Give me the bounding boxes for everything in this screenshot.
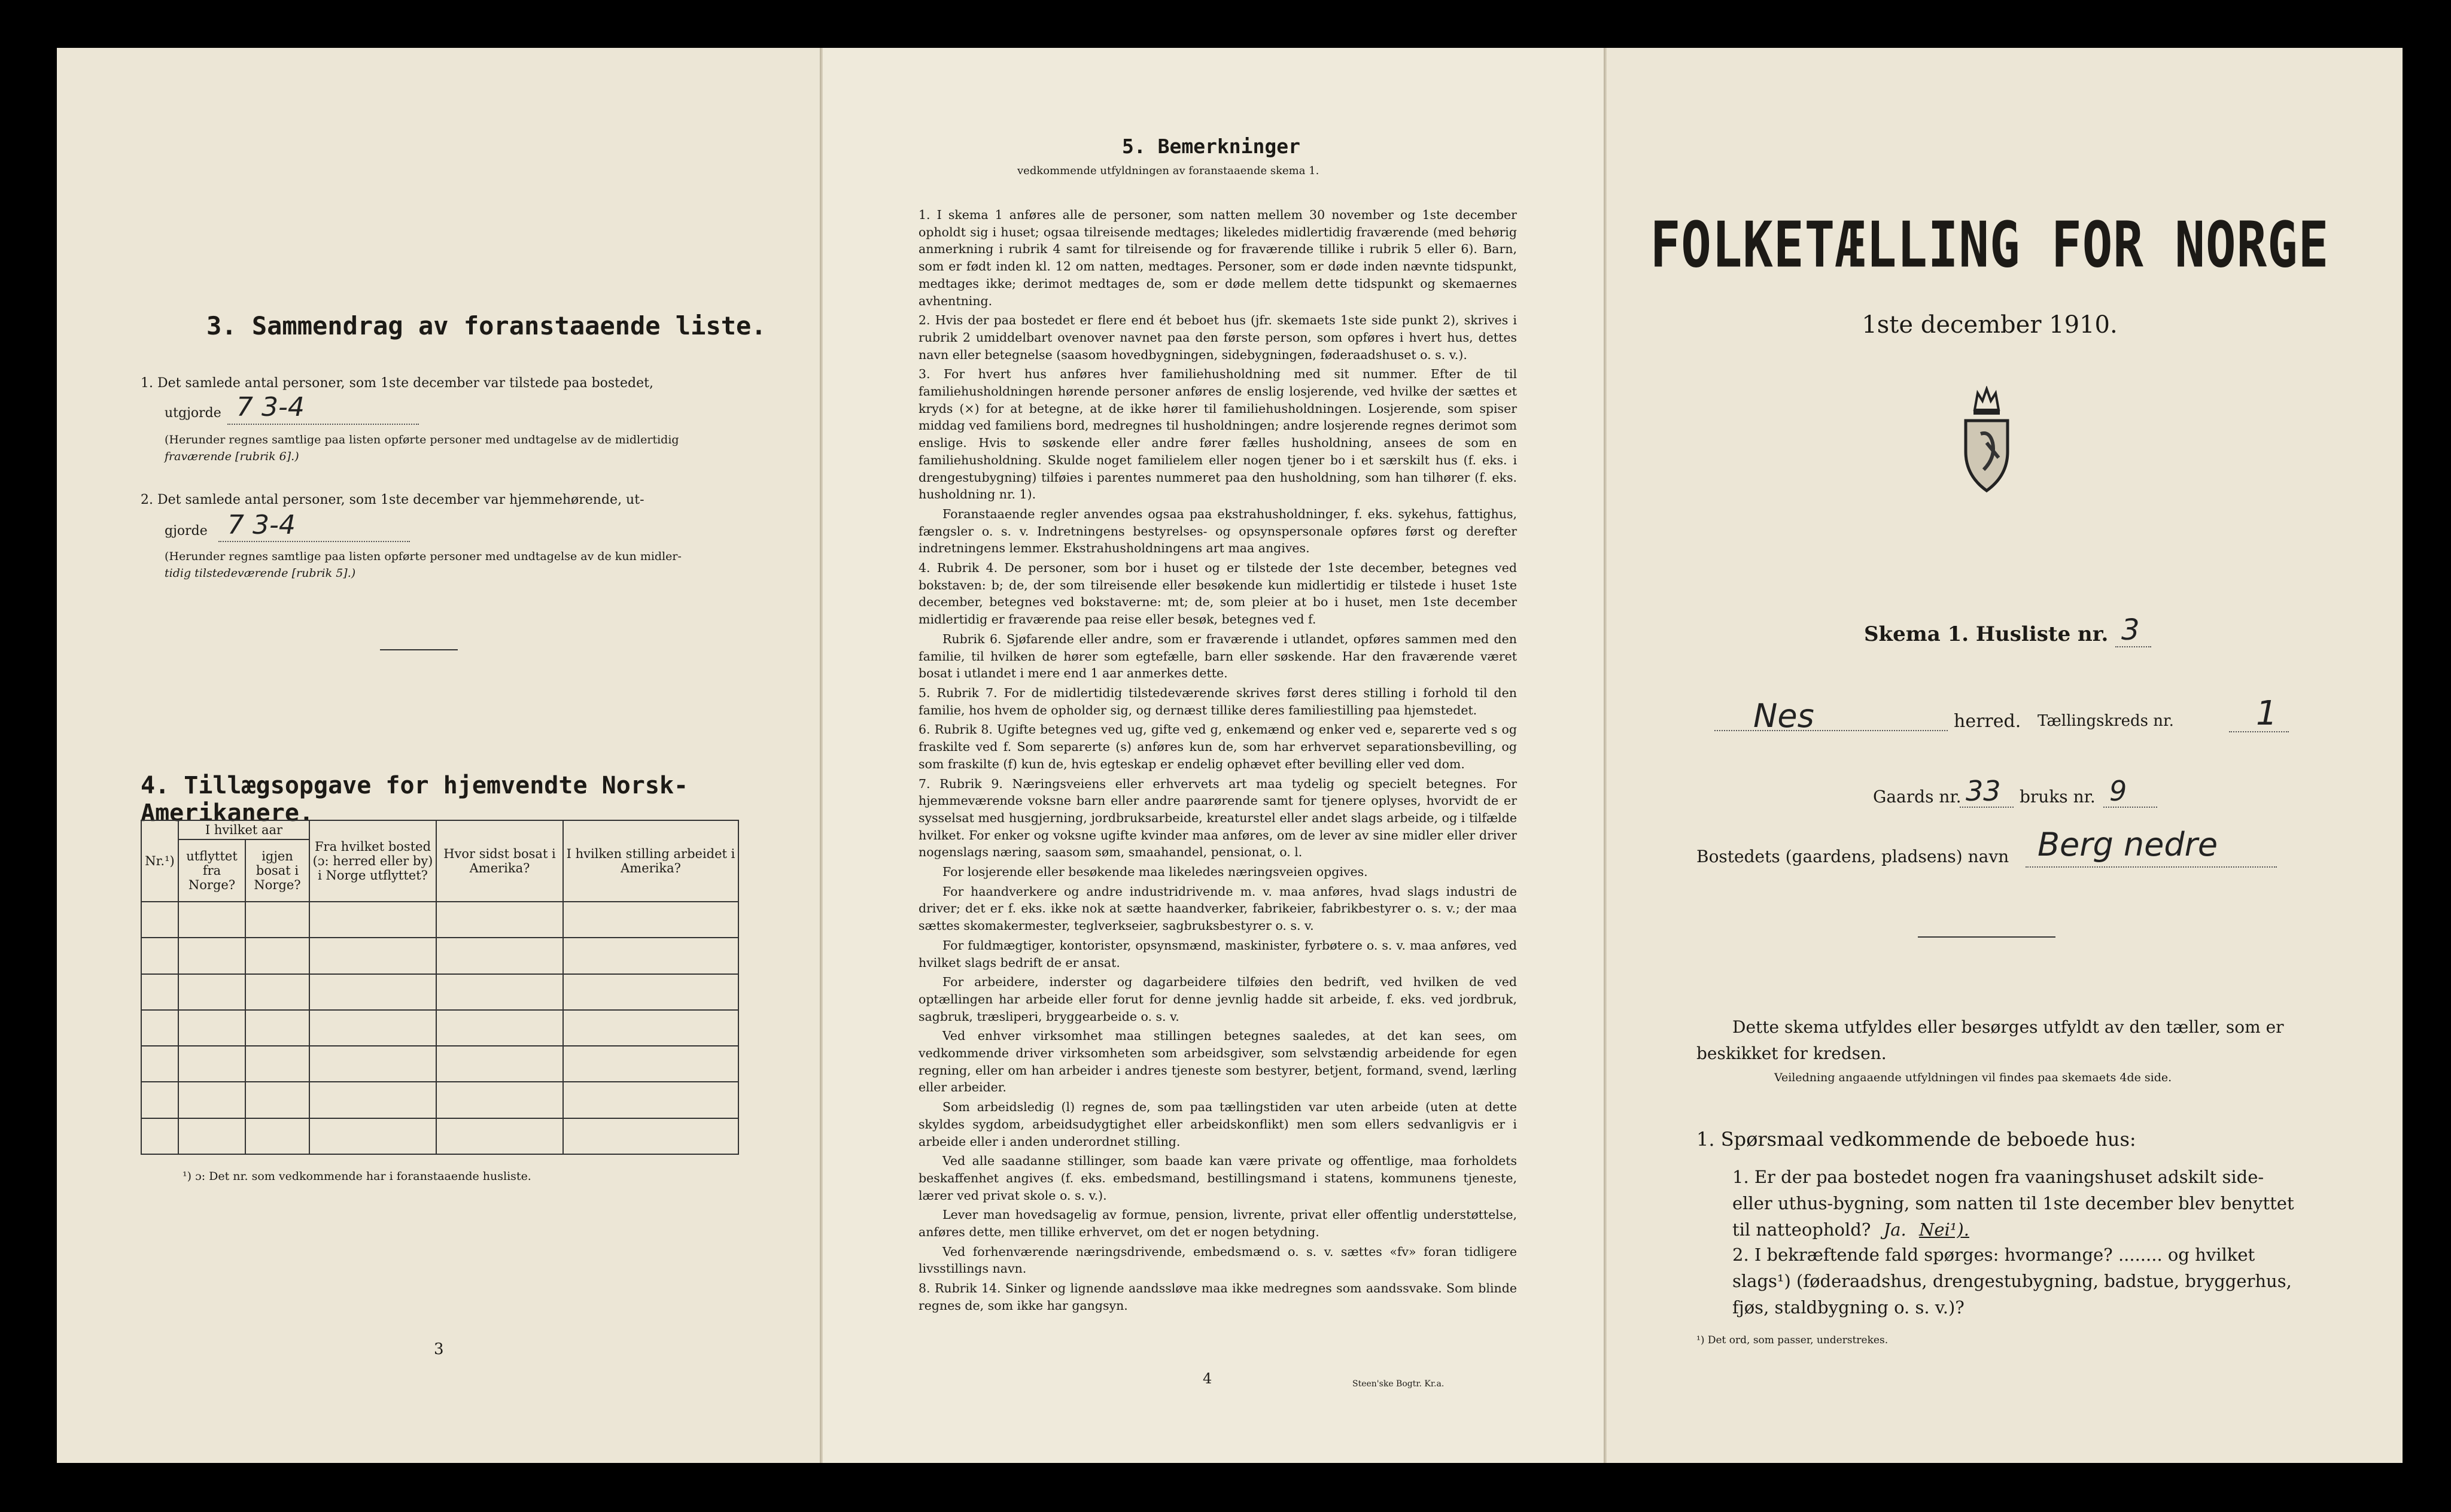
remark-7f: Ved enhver virksomhet maa stillingen betegnes saaledes, at det kan sees, om vedkommende driver virksomheten som arbeidsgiver, som selvstændig arbeidende for egen regning, eller om han arbeider i andres tjeneste som bestyrer, betjent, formand, svend, lærling eller arbeider. xyxy=(919,1029,1517,1095)
col-stilling: I hvilken stilling arbeidet i Amerika? xyxy=(563,820,738,902)
page-1-cover xyxy=(1607,48,2403,1463)
item-1-note-2: fraværende [rubrik 6].) xyxy=(165,450,299,463)
herred-value: Nes xyxy=(1753,697,1814,735)
remark-4: 4. Rubrik 4. De personer, som bor i huset og er tilstede der 1ste december, betegnes ved bokstaven: b; de, der som tilreisende eller besøkende kun midlertidig er tilstede i huset 1ste december, betegnes ved bokstaverne: mt; de, som pleier at bo i huset, men 1ste december midlertidig er fraværende paa reise eller besøk, betegnes ved f. xyxy=(919,561,1517,627)
questions-heading: 1. Spørsmaal vedkommende de beboede hus: xyxy=(1696,1128,2136,1151)
item-1-prefix: utgjorde xyxy=(165,406,221,421)
table-cell xyxy=(141,1082,178,1118)
table-cell xyxy=(141,1010,178,1046)
remark-8: 8. Rubrik 14. Sinker og lignende aandssløve maa ikke medregnes som aandssvake. Som blinde regnes de, som ikke har gangsyn. xyxy=(919,1281,1517,1313)
remark-7e: For arbeidere, inderster og dagarbeidere tilføies den bedrift, ved hvilken de ved optællingen har arbeide eller forut for denne jevnlig hadde sit arbeide, f. eks. ved jordbruk, sagbruk, træsliperi, bryggearbeide o. s. v. xyxy=(919,975,1517,1024)
col-hvor-bosat: Hvor sidst bosat i Amerika? xyxy=(436,820,563,902)
item-1-handwritten-value: 7 3-4 xyxy=(236,392,305,422)
item-2-dotted-line xyxy=(218,541,410,542)
remark-3: 3. For hvert hus anføres hver familiehusholdning med sit nummer. Efter de til familiehusholdningen hørende personer anføres de enslig losjerende, ved hvilke der sættes et kryds (×) for at betegne, at de ikke hører til familiehusholdningen. Losjerende, som spiser middag ved familiens bord, medregnes til husholdningen; andre losjerende regnes derimot som enslige. Hvis to søskende eller andre fører fælles husholdning, ansees de som en familiehusholdning. Skulde noget familielem eller nogen tjener bo i et særskilt hus (f. eks. i drengestubygning) tilføies i parentes nummeret paa den husholdning, som han tilhører (f. eks. husholdning nr. 1). xyxy=(919,367,1517,502)
intro-text: Dette skema utfyldes eller besørges utfyldt av den tæller, som er beskikket for kredsen. xyxy=(1696,1017,2284,1063)
question-1-text: 1. Er der paa bostedet nogen fra vaaningshuset adskilt side- eller uthus-bygning, som natten til 1ste december blev benyttet til natteophold? xyxy=(1732,1167,2294,1240)
remark-4b: Rubrik 6. Sjøfarende eller andre, som er fraværende i utlandet, opføres sammen med den familie, til hvilken de hører som egtefælle, barn eller søskende. Har den fraværende været bosat i utlandet i mere end 1 aar anmerkes dette. xyxy=(919,631,1517,681)
husliste-dotted-line xyxy=(2115,646,2151,647)
col-igjen-bosat: igjen bosat i Norge? xyxy=(245,839,309,902)
remark-3b: Foranstaaende regler anvendes ogsaa paa ekstrahusholdninger, f. eks. sykehus, fattighus, fængsler o. s. v. Indretningens bestyrelses- og opsynspersonale opføres først og derefter indretningens lemmer. Ekstrahusholdningens art maa angives. xyxy=(919,506,1517,556)
item-1-text: 1. Det samlede antal personer, som 1ste december var tilstede paa bostedet, xyxy=(141,376,653,391)
bruks-dotted-line xyxy=(2103,807,2157,808)
page-number: 3 xyxy=(434,1340,444,1358)
herred-label: herred. xyxy=(1954,711,2021,732)
item-2-handwritten-value: 7 3-4 xyxy=(227,510,296,540)
section-4-title: 4. Tillægsopgave for hjemvendte Norsk-Amerikanere. xyxy=(141,772,689,827)
remark-7j: Ved forhenværende næringsdrivende, embedsmænd o. s. v. sættes «fv» foran tidligere livsstillings navn. xyxy=(919,1244,1517,1276)
remark-1: 1. I skema 1 anføres alle de personer, som natten mellem 30 november og 1ste december opholdt sig i huset; ogsaa tilreisende medtages; likeledes midlertidig fraværende (med behørig anmerkning i rubrik 4 samt for tilreisende og for fraværende tillike i rubrik 5 eller 6). Barn, som er født inden kl. 12 om natten, medtages. Personer, som er døde inden nævnte tidspunkt, medtages ikke; derimot medtages de, som er døde mellem dette tidspunkt og skemaernes avhentning. xyxy=(919,208,1517,308)
bosted-value: Berg nedre xyxy=(2038,826,2218,863)
census-date: 1ste december 1910. xyxy=(1862,311,2118,339)
item-2-note-2: tidig tilstedeværende [rubrik 5].) xyxy=(165,567,356,580)
bosted-dotted-line xyxy=(2026,866,2277,868)
remark-7: 7. Rubrik 9. Næringsveiens eller erhvervets art maa tydelig og specielt betegnes. For hjemmeværende voksne barn eller andre paarørende samt for tjenere oplyses, hvorvidt de er sysselsat med husgjerning, jordbruksarbeide, kreaturstel eller andet slags arbeide, og i tilfælde hvilket. For enker og voksne ugifte kvinder maa anføres, om de lever av sine midler eller driver nogenslags næring, saasom søm, smaahandel, pensionat, o. l. xyxy=(919,776,1517,860)
item-2-prefix: gjorde xyxy=(165,524,208,539)
intro-guidance: Veiledning angaaende utfyldningen vil findes paa skemaets 4de side. xyxy=(1774,1071,2172,1084)
remark-7b: For losjerende eller besøkende maa likeledes næringsveien opgives. xyxy=(942,865,1368,880)
remark-2: 2. Hvis der paa bostedet er flere end ét beboet hus (jfr. skemaets 1ste side punkt 2), skrives i rubrik 2 umiddelbart ovenover navnet paa den første person, som opføres i hvert hus, dettes navn eller betegnelse (saasom hovedbygningen, sidebygningen, føderaadshuset o. s. v.). xyxy=(919,313,1517,362)
bosted-label: Bostedets (gaardens, pladsens) navn xyxy=(1696,847,2009,866)
item-2-note-1: (Herunder regnes samtlige paa listen opførte personer med undtagelse av de kun midler- xyxy=(165,550,682,563)
col-utflyttet: utflyttet fra Norge? xyxy=(178,839,245,902)
remarks-list xyxy=(919,206,1517,1317)
tellingskreds-dotted-line xyxy=(2229,731,2289,732)
bruks-label: bruks nr. xyxy=(2020,787,2096,807)
gaards-dotted-line xyxy=(1960,807,2014,808)
question-1-ja: Ja. xyxy=(1883,1219,1906,1240)
remark-7h: Ved alle saadanne stillinger, som baade kan være private og offentlige, maa forholdets beskaffenhet angives (f. eks. embedsmand, bestillingsmand i statens, kommunens tjeneste, lærer ved privat skole o. s. v.). xyxy=(919,1154,1517,1203)
remark-5: 5. Rubrik 7. For de midlertidig tilstedeværende skrives først deres stilling i forhold til den familie, hos hvem de opholder sig, og dernæst tillike deres familiestilling paa hjemstedet. xyxy=(919,685,1517,717)
table-cell xyxy=(141,902,178,938)
col-nr: Nr.¹) xyxy=(141,820,178,902)
page-4-remarks xyxy=(823,48,1607,1463)
skema-label: Skema 1. Husliste nr. xyxy=(1864,622,2109,646)
page-number: 4 xyxy=(1203,1370,1212,1387)
gaards-value: 33 xyxy=(1966,775,2001,807)
remarks-subtitle: vedkommende utfyldningen av foranstaaende skema 1. xyxy=(1017,165,1319,177)
remarks-title: 5. Bemerkninger xyxy=(1122,135,1301,158)
item-1-dotted-line xyxy=(227,424,419,425)
page-3-summary xyxy=(57,48,823,1463)
table-footnote: ¹) ɔ: Det nr. som vedkommende har i foranstaaende husliste. xyxy=(183,1170,531,1183)
item-2-text: 2. Det samlede antal personer, som 1ste december var hjemmehørende, ut- xyxy=(141,492,644,507)
table-cell xyxy=(141,1046,178,1082)
table-cell xyxy=(141,938,178,973)
item-1-note-1: (Herunder regnes samtlige paa listen opførte personer med undtagelse av de midlertidig xyxy=(165,433,679,446)
herred-dotted-line xyxy=(1714,730,1948,731)
table-cell xyxy=(141,974,178,1010)
gaards-label: Gaards nr. xyxy=(1873,787,1962,807)
section-3-title: 3. Sammendrag av foranstaaende liste. xyxy=(206,311,767,340)
remark-7d: For fuldmægtiger, kontorister, opsynsmænd, maskinister, fyrbøtere o. s. v. maa anføres, ved hvilket slags bedrift de er ansat. xyxy=(919,938,1517,970)
table-cell xyxy=(141,1118,178,1154)
remark-7c: For haandverkere og andre industridrivende m. v. maa anføres, hvad slags industri de driver; det er f. eks. ikke nok at sætte haandverker, fabrikeier, fabrikbestyrer o. s. v.; der maa sættes skomakermester, teglverkseier, sagbruksbestyrer o. s. v. xyxy=(919,884,1517,933)
col-hvilket-aar: I hvilket aar xyxy=(178,820,309,839)
norwegian-coat-of-arms-icon xyxy=(1957,386,2017,494)
divider xyxy=(380,649,458,650)
remark-7g: Som arbeidsledig (l) regnes de, som paa tællingstiden var uten arbeide (uten at dette skyldes sygdom, arbeidsudygtighet eller arbeidskonflikt) men som ellers sedvanligvis er i arbeide eller i anden underordnet stilling. xyxy=(919,1100,1517,1149)
bruks-value: 9 xyxy=(2109,775,2127,807)
cover-footnote: ¹) Det ord, som passer, understrekes. xyxy=(1696,1334,1889,1346)
norsk-amerikanere-table xyxy=(141,820,739,1155)
printer-imprint: Steen'ske Bogtr. Kr.a. xyxy=(1352,1379,1445,1389)
tellingskreds-label: Tællingskreds nr. xyxy=(2038,712,2174,730)
question-2: 2. I bekræftende fald spørges: hvormange? ........ og hvilket slags¹) (føderaadshus, drengestubygning, badstue, bryggerhus, fjøs, staldbygning o. s. v.)? xyxy=(1732,1245,2292,1318)
remark-7i: Lever man hovedsagelig av formue, pension, livrente, privat eller offentlig understøttelse, anføres dette, men tillike erhvervet, om det er nogen betydning. xyxy=(919,1207,1517,1240)
question-1 xyxy=(1732,1164,2301,1243)
husliste-number: 3 xyxy=(2121,613,2140,647)
census-title: FOLKETÆLLING FOR NORGE xyxy=(1650,208,2330,282)
ornament-divider xyxy=(1918,936,2055,938)
question-1-nei-underlined: Nei¹). xyxy=(1918,1219,1969,1240)
remark-6: 6. Rubrik 8. Ugifte betegnes ved ug, gifte ved g, enkemænd og enker ved e, separerte ved s og fraskilte ved f. Som separerte (s) anføres kun de, som har erhvervet separationsbevilling, og som fraskilte (f) kun de, hvis egteskap er endelig ophævet efter bevilling eller ved dom. xyxy=(919,722,1517,771)
col-fra-bosted: Fra hvilket bosted (ɔ: herred eller by) i Norge utflyttet? xyxy=(309,820,436,902)
tellingskreds-value: 1 xyxy=(2256,694,2277,733)
